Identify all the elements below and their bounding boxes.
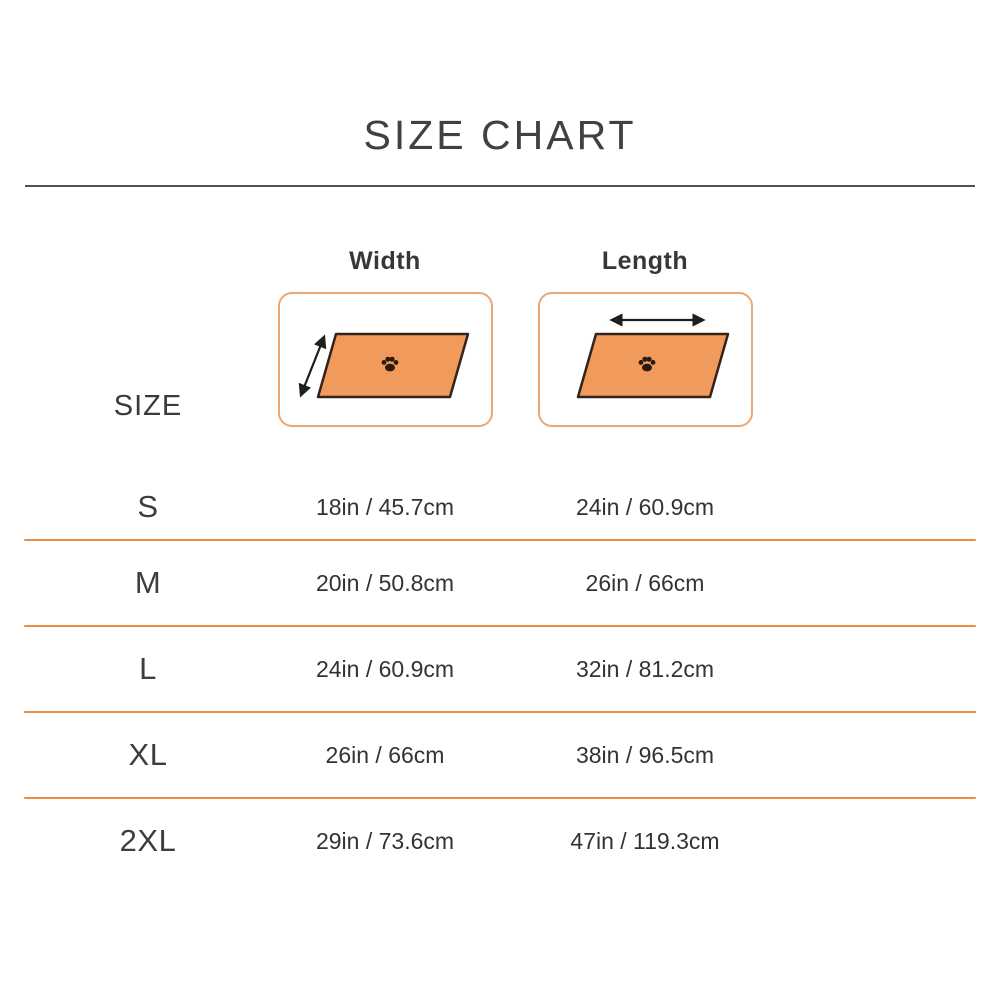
table-row xyxy=(0,455,1000,539)
page-title: SIZE CHART xyxy=(363,112,637,158)
width-diagram-cell xyxy=(280,292,490,427)
width-cell: 20in / 50.8cm xyxy=(315,569,455,596)
table-row xyxy=(0,713,1000,797)
pet-mat-illustration xyxy=(540,294,751,425)
table-row xyxy=(0,799,1000,883)
header-spacer xyxy=(0,247,280,276)
pet-mat-illustration xyxy=(280,294,491,425)
column-headers xyxy=(0,247,1000,276)
title-divider xyxy=(25,185,975,187)
column-header-width: Width xyxy=(349,247,421,275)
size-table-body xyxy=(0,455,1000,883)
width-diagram-box xyxy=(278,292,493,427)
mat-shape xyxy=(578,334,728,397)
length-cell: 47in / 119.3cm xyxy=(570,827,720,854)
length-cell: 32in / 81.2cm xyxy=(575,655,715,682)
column-header-size: SIZE xyxy=(113,390,183,422)
width-cell: 24in / 60.9cm xyxy=(315,655,455,682)
size-cell: M xyxy=(134,565,162,600)
length-diagram-box xyxy=(538,292,753,427)
width-cell: 18in / 45.7cm xyxy=(315,493,455,520)
length-cell: 38in / 96.5cm xyxy=(575,741,715,768)
size-cell: S xyxy=(137,489,159,524)
table-row xyxy=(0,541,1000,625)
width-cell: 26in / 66cm xyxy=(325,741,445,768)
table-row xyxy=(0,627,1000,711)
size-cell: XL xyxy=(128,737,168,772)
width-cell: 29in / 73.6cm xyxy=(315,827,455,854)
diagram-row xyxy=(0,292,1000,427)
length-cell: 26in / 66cm xyxy=(585,569,705,596)
length-cell: 24in / 60.9cm xyxy=(575,493,715,520)
length-diagram-cell xyxy=(490,292,800,427)
column-header-length: Length xyxy=(601,247,689,275)
size-cell: 2XL xyxy=(119,823,177,858)
size-cell: L xyxy=(139,651,157,686)
